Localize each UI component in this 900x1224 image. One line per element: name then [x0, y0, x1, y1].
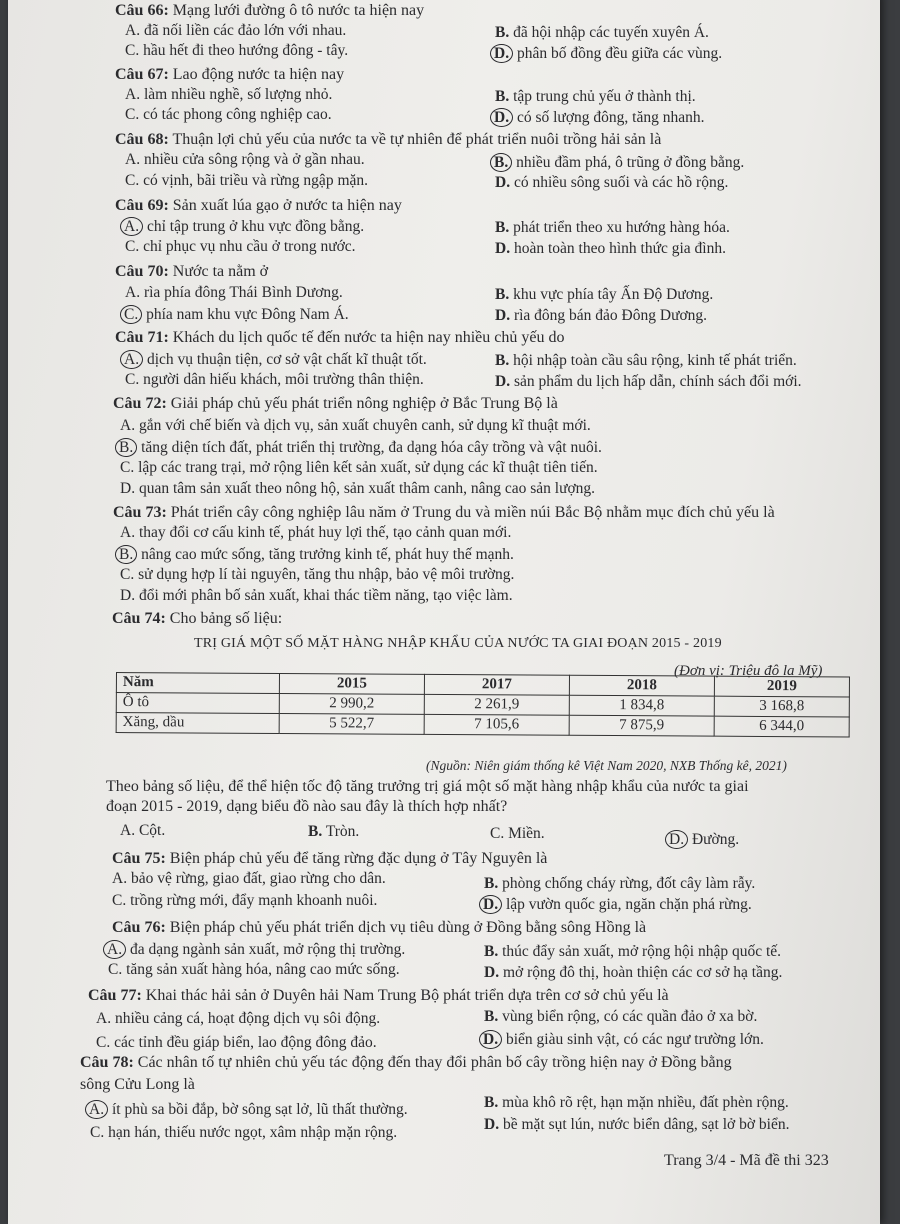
option-74-a: A. Cột.	[120, 822, 166, 839]
option-72-a: A. gắn với chế biến và dịch vụ, sản xuất chuyên canh, sử dụng kĩ thuật mới.	[120, 417, 591, 434]
option-72-c: C. lập các trang trại, mở rộng liên kết sản xuất, sử dụng các kĩ thuật tiên tiến.	[120, 459, 598, 476]
option-76-c: C. tăng sản xuất hàng hóa, nâng cao mức sống.	[108, 961, 400, 978]
question-78: Câu 78: Các nhân tố tự nhiên chủ yếu tác động đến thay đổi phân bố cây trồng hiện nay ở Đồng bằng	[80, 1054, 732, 1071]
option-73-c: C. sử dụng hợp lí tài nguyên, tăng thu nhập, bảo vệ môi trường.	[120, 566, 515, 583]
option-67-d: D. có số lượng đông, tăng nhanh.	[495, 108, 704, 127]
question-71: Câu 71: Khách du lịch quốc tế đến nước ta hiện nay nhiều chủ yếu do	[115, 329, 565, 346]
option-70-c: C. phía nam khu vực Đông Nam Á.	[125, 305, 349, 324]
question-74-text-2: đoạn 2015 - 2019, dạng biểu đồ nào sau đây là thích hợp nhất?	[106, 798, 508, 815]
answer-circle: D.	[665, 830, 688, 849]
option-66-c: C. hầu hết đi theo hướng đông - tây.	[125, 42, 349, 59]
answer-circle: B.	[490, 153, 512, 172]
page-footer: Trang 3/4 - Mã đề thi 323	[664, 1152, 829, 1169]
question-77: Câu 77: Khai thác hải sản ở Duyên hải Nam Trung Bộ phát triển dựa trên cơ sở chủ yếu là	[88, 987, 669, 1004]
option-69-d: D. hoàn toàn theo hình thức gia đình.	[495, 240, 726, 257]
question-78-line-2: sông Cửu Long là	[80, 1076, 195, 1093]
option-68-b: B. nhiều đầm phá, ô trũng ở đồng bằng.	[495, 153, 744, 172]
option-75-b: B. phòng chống cháy rừng, đốt cây làm rẫy.	[484, 875, 756, 892]
table-header-row: Năm 2015 2017 2018 2019	[116, 673, 849, 697]
option-71-a: A. dịch vụ thuận tiện, cơ sở vật chất kĩ thuật tốt.	[125, 350, 427, 369]
exam-page	[8, 0, 880, 1224]
option-78-a: A. ít phù sa bồi đắp, bờ sông sạt lở, lũ thất thường.	[90, 1100, 408, 1119]
option-77-a: A. nhiều cảng cá, hoạt động dịch vụ sôi động.	[96, 1010, 381, 1027]
answer-circle: D.	[490, 44, 513, 63]
option-73-a: A. thay đổi cơ cấu kinh tế, phát huy lợi thế, tạo cảnh quan mới.	[120, 524, 512, 541]
option-67-a: A. làm nhiều nghề, số lượng nhỏ.	[125, 86, 333, 103]
option-68-c: C. có vịnh, bãi triều và rừng ngập mặn.	[125, 172, 369, 189]
question-67: Câu 67: Lao động nước ta hiện nay	[115, 66, 345, 83]
question-73: Câu 73: Phát triển cây công nghiệp lâu năm ở Trung du và miền núi Bắc Bộ nhằm mục đích chủ yếu là	[113, 504, 775, 521]
option-78-d: D. bề mặt sụt lún, nước biển dâng, sạt lở bờ biển.	[484, 1116, 790, 1133]
table-row: Ô tô 2 990,2 2 261,9 1 834,8 3 168,8	[116, 693, 849, 717]
answer-circle: D.	[479, 1030, 502, 1049]
option-71-d: D. sản phẩm du lịch hấp dẫn, chính sách đổi mới.	[495, 373, 802, 390]
option-74-d: D. Đường.	[670, 830, 739, 849]
option-68-d: D. có nhiều sông suối và các hồ rộng.	[495, 174, 729, 191]
option-71-b: B. hội nhập toàn cầu sâu rộng, kinh tế phát triển.	[495, 352, 797, 369]
answer-circle: A.	[120, 350, 143, 369]
question-74-text-1: Theo bảng số liệu, để thể hiện tốc độ tăng trưởng trị giá một số mặt hàng nhập khẩu của nước ta giai	[106, 778, 749, 795]
option-66-d: D. phân bố đồng đều giữa các vùng.	[495, 44, 722, 63]
table-row: Xăng, dầu 5 522,7 7 105,6 7 875,9 6 344,0	[116, 713, 849, 737]
option-69-a: A. chỉ tập trung ở khu vực đồng bằng.	[125, 217, 364, 236]
question-69: Câu 69: Sản xuất lúa gạo ở nước ta hiện nay	[115, 197, 402, 214]
answer-circle: B.	[115, 438, 137, 457]
option-77-c: C. các tỉnh đều giáp biển, lao động đông đảo.	[96, 1034, 377, 1051]
option-66-b: B. đã hội nhập các tuyến xuyên Á.	[495, 24, 709, 41]
option-69-b: B. phát triển theo xu hướng hàng hóa.	[495, 219, 730, 236]
option-70-d: D. rìa đông bán đảo Đông Dương.	[495, 307, 708, 324]
answer-circle: A.	[85, 1100, 108, 1119]
answer-circle: A.	[120, 217, 143, 236]
option-70-b: B. khu vực phía tây Ấn Độ Dương.	[495, 286, 714, 303]
table-title: TRỊ GIÁ MỘT SỐ MẶT HÀNG NHẬP KHẨU CỦA NƯỚC TA GIAI ĐOẠN 2015 - 2019	[194, 636, 722, 651]
option-75-c: C. trồng rừng mới, đẩy mạnh khoanh nuôi.	[112, 892, 378, 909]
answer-circle: A.	[103, 940, 126, 959]
option-75-a: A. bảo vệ rừng, giao đất, giao rừng cho dân.	[112, 870, 386, 887]
table-unit: (Đơn vị: Triệu đô la Mỹ)	[674, 663, 823, 679]
question-74: Câu 74: Cho bảng số liệu:	[112, 610, 283, 627]
answer-circle: D.	[479, 895, 502, 914]
option-72-b: B. tăng diện tích đất, phát triển thị trường, đa dạng hóa cây trồng và vật nuôi.	[120, 438, 602, 457]
option-77-d: D. biển giàu sinh vật, có các ngư trường lớn.	[484, 1030, 764, 1049]
option-74-b: B. Tròn.	[308, 823, 360, 840]
option-78-b: B. mùa khô rõ rệt, hạn mặn nhiều, đất phèn rộng.	[484, 1094, 789, 1111]
option-72-d: D. quan tâm sản xuất theo nông hộ, sản xuất thâm canh, nâng cao sản lượng.	[120, 480, 596, 497]
question-68: Câu 68: Thuận lợi chủ yếu của nước ta về tự nhiên để phát triển nuôi trồng hải sản là	[115, 131, 662, 148]
option-71-c: C. người dân hiếu khách, môi trường thân thiện.	[125, 371, 424, 388]
answer-circle: C.	[120, 305, 142, 324]
option-77-b: B. vùng biển rộng, có các quần đảo ở xa bờ.	[484, 1008, 758, 1025]
option-78-c: C. hạn hán, thiếu nước ngọt, xâm nhập mặn rộng.	[90, 1124, 398, 1141]
table-source: (Nguồn: Niên giám thống kê Việt Nam 2020, NXB Thống kê, 2021)	[426, 758, 787, 773]
answer-circle: D.	[490, 108, 513, 127]
answer-circle: B.	[115, 545, 137, 564]
option-70-a: A. rìa phía đông Thái Bình Dương.	[125, 284, 343, 301]
question-75: Câu 75: Biện pháp chủ yếu để tăng rừng đặc dụng ở Tây Nguyên là	[112, 850, 548, 867]
option-73-b: B. nâng cao mức sống, tăng trưởng kinh tế, phát huy thế mạnh.	[120, 545, 514, 564]
question-70: Câu 70: Nước ta nằm ở	[115, 263, 269, 280]
option-76-a: A. đa dạng ngành sản xuất, mở rộng thị trường.	[108, 940, 405, 959]
option-67-b: B. tập trung chủ yếu ở thành thị.	[495, 88, 696, 105]
option-75-d: D. lập vườn quốc gia, ngăn chặn phá rừng.	[484, 895, 752, 914]
option-76-b: B. thúc đẩy sản xuất, mở rộng hội nhập quốc tế.	[484, 943, 782, 960]
option-68-a: A. nhiều cửa sông rộng và ở gần nhau.	[125, 151, 365, 168]
option-76-d: D. mở rộng đô thị, hoàn thiện các cơ sở hạ tầng.	[484, 964, 783, 981]
data-table	[116, 672, 850, 737]
question-66: Câu 66: Mạng lưới đường ô tô nước ta hiện nay	[115, 2, 425, 19]
question-72: Câu 72: Giải pháp chủ yếu phát triển nông nghiệp ở Bắc Trung Bộ là	[113, 395, 558, 412]
option-66-a: A. đã nối liền các đảo lớn với nhau.	[125, 22, 347, 39]
option-67-c: C. có tác phong công nghiệp cao.	[125, 106, 332, 123]
question-76: Câu 76: Biện pháp chủ yếu phát triển dịch vụ tiêu dùng ở Đồng bằng sông Hồng là	[112, 919, 647, 936]
option-73-d: D. đổi mới phân bố sản xuất, khai thác tiềm năng, tạo việc làm.	[120, 587, 513, 604]
option-69-c: C. chỉ phục vụ nhu cầu ở trong nước.	[125, 238, 356, 255]
option-74-c: C. Miền.	[490, 825, 545, 842]
